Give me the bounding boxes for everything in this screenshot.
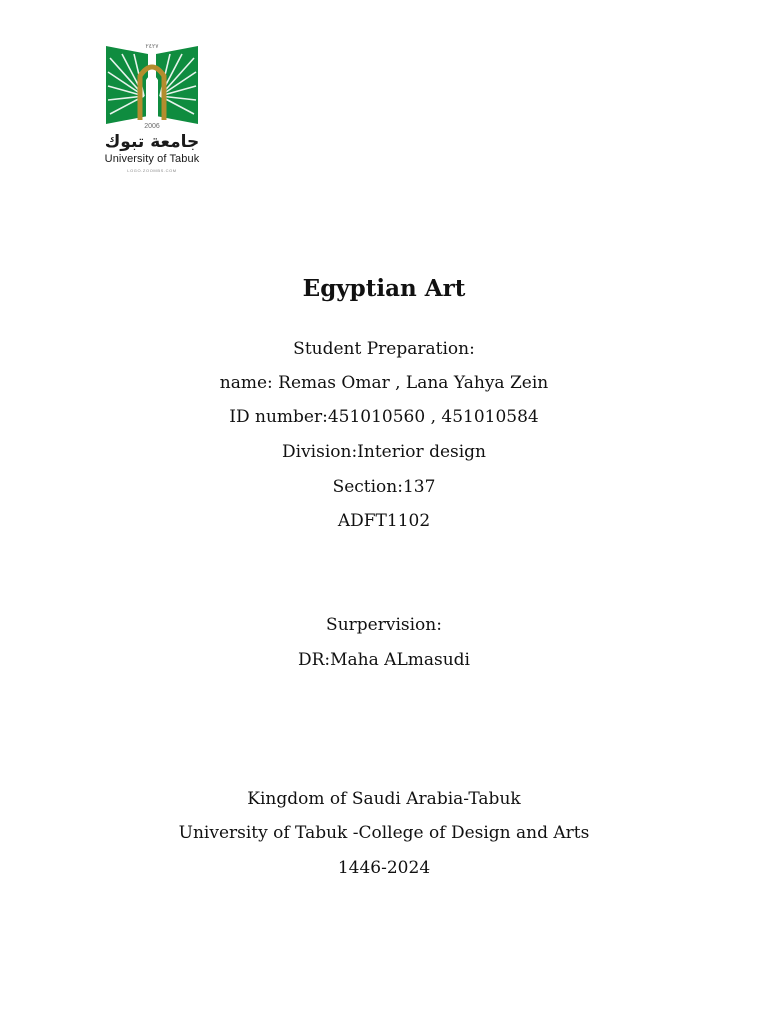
student-names: name: Remas Omar , Lana Yahya Zein [219,373,549,393]
document-title: Egyptian Art [302,275,466,302]
division: Division:Interior design [282,442,486,462]
academic-year: 1446-2024 [337,858,431,878]
supervisor-name: DR:Maha ALmasudi [297,650,470,670]
logo-english-name: University of Tabuk [104,153,200,165]
logo-url: LOGO.ZOOMBS.COM [127,168,177,173]
logo-arabic-name: جامعة تبوك [104,132,200,152]
student-id-numbers: ID number:451010560 , 451010584 [229,407,539,427]
course-code: ADFT1102 [337,511,431,531]
supervision-heading: Surpervision: [326,615,442,635]
university-logo [100,40,210,175]
student-preparation-heading: Student Preparation: [293,339,475,359]
logo-top-arabic: ٢٤٢٧ [145,43,159,50]
logo-year: 2006 [144,123,160,130]
country-line: Kingdom of Saudi Arabia-Tabuk [247,789,521,809]
section: Section:137 [332,477,436,497]
university-college-line: University of Tabuk -College of Design and Arts [178,823,590,843]
university-emblem-icon [100,40,204,132]
